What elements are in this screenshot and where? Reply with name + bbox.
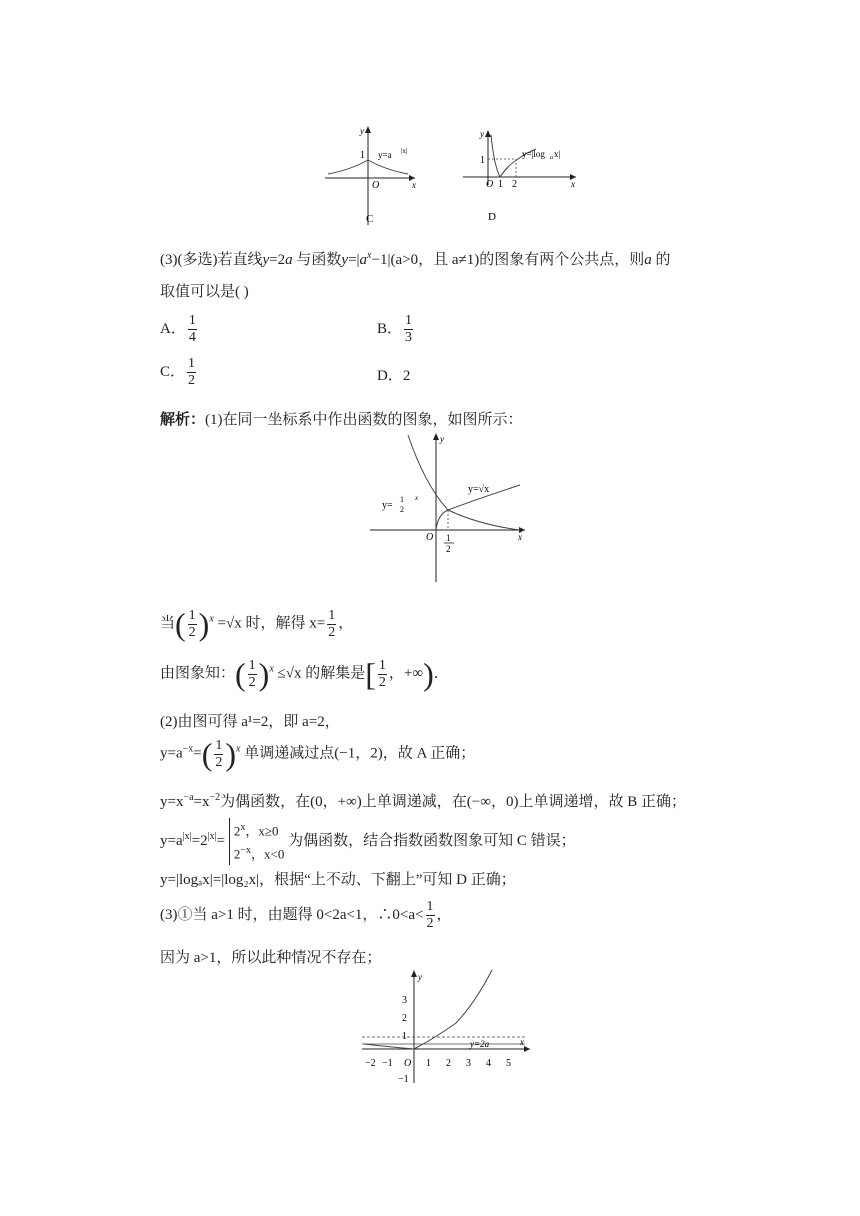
q3-text: a xyxy=(285,252,293,268)
option-fraction xyxy=(404,314,413,345)
g1-origin: O xyxy=(426,532,434,543)
solution-text: 当 xyxy=(160,615,176,632)
frac-den: 2 xyxy=(188,373,196,388)
figd-t1: 1 xyxy=(498,179,503,190)
q3-line1 xyxy=(160,248,670,269)
q3-text: =| xyxy=(348,252,360,268)
paren-left: ( xyxy=(175,606,186,642)
g1-f2: y=√x xyxy=(468,484,490,495)
solution-text: =x xyxy=(193,794,210,810)
solution-text: ， xyxy=(436,906,452,923)
solution-p7 xyxy=(160,818,576,865)
solution-text: y=a xyxy=(160,832,183,849)
option-key: B． xyxy=(377,320,403,337)
g1-f1exp: x xyxy=(415,494,419,502)
figd-x: x xyxy=(571,179,575,189)
figd-tail: x| xyxy=(554,149,561,159)
q3-line2: 取值可以是( ) xyxy=(160,284,249,300)
g2-y: y xyxy=(418,972,422,982)
figd-origin: O xyxy=(486,179,494,190)
g2-xt: 2 xyxy=(446,1058,451,1069)
solution-text: 为偶函数，在(0，+∞)上单调递减，在(−∞，0)上单调递增，故 B 正确； xyxy=(220,794,686,810)
g2-xt: 4 xyxy=(486,1058,491,1069)
solution-p6 xyxy=(160,790,686,811)
frac-num: 1 xyxy=(188,356,196,371)
solution-text: = xyxy=(216,832,226,849)
g1-f1den: 2 xyxy=(400,505,404,514)
solution-p10: 因为 a>1，所以此种情况不存在； xyxy=(160,950,382,966)
q3-text: =2 xyxy=(269,252,286,268)
option-key: D． xyxy=(377,368,403,384)
g2-xt: 3 xyxy=(466,1058,471,1069)
q3-text: y xyxy=(341,252,349,268)
solution-text: ，+∞ xyxy=(388,665,424,682)
solution-text: −2 xyxy=(209,792,221,803)
solution-p9: (3)①当 a>1 时，由题得 0<2a<1，∴0<a< $\frac{1}{2}$ ， xyxy=(160,899,452,931)
option-a[interactable] xyxy=(160,314,199,345)
figd-one: 1 xyxy=(480,155,485,166)
paren-right: ) xyxy=(198,606,210,642)
solution-p8: y=|logₐx|=|log₂x|，根据“上不动、下翻上”可知 D 正确； xyxy=(160,872,516,888)
solution-text: ≤√x 的解集是 xyxy=(277,665,366,682)
option-value: 2 xyxy=(402,368,411,384)
q3-text: a xyxy=(644,252,652,268)
option-fraction xyxy=(187,357,196,388)
figc-func: y=a xyxy=(378,150,392,160)
figd-sub: a xyxy=(550,155,553,161)
g1-y: y xyxy=(440,434,444,444)
q3-text: y xyxy=(262,252,270,268)
solution-text: =2 xyxy=(191,832,208,849)
solution-text: 由图象知： xyxy=(160,665,236,682)
g1-tden: 2 xyxy=(446,544,451,554)
g2-yt1: 1 xyxy=(402,1031,407,1042)
half-fraction: $\frac{1}{2}$ xyxy=(188,607,196,640)
option-b[interactable] xyxy=(377,314,415,345)
figd-y: y xyxy=(480,129,484,139)
solution-text: (3)①当 a>1 时，由题得 0<2a<1，∴0<a< xyxy=(160,906,424,923)
solution-text: =√x 时，解得 x= xyxy=(217,615,326,632)
solution-p1 xyxy=(160,408,523,429)
graph-2 xyxy=(360,968,535,1088)
q3-text: 与函数 xyxy=(292,252,342,268)
frac-num: 1 xyxy=(405,313,413,328)
figc-y: y xyxy=(360,126,364,136)
figd-label: D xyxy=(488,211,496,223)
figd-func: y=|log xyxy=(522,149,545,159)
solution-text: ． xyxy=(433,665,449,682)
solution-text: 为偶函数，结合指数函数图象可知 C 错误； xyxy=(288,832,576,849)
figc-origin: O xyxy=(372,180,380,191)
graph-1 xyxy=(370,430,530,585)
g2-line-label: y=2a xyxy=(470,1039,490,1049)
g1-tnum: 1 xyxy=(446,533,451,543)
solution-text: 单调递减过点(−1，2)，故 A 正确； xyxy=(244,745,476,762)
solution-p3: 由图象知：( $\frac{1}{2}$ )$^x$ ≤√x 的解集是[ $\frac{1}{2}$ ，+∞)． xyxy=(160,656,449,692)
q3-text: (3)(多选)若直线 xyxy=(160,252,263,268)
frac-den: 3 xyxy=(405,330,413,345)
solution-text: |x| xyxy=(207,830,217,842)
figc-x: x xyxy=(412,180,416,190)
figc-one: 1 xyxy=(360,150,365,161)
solution-text: |x| xyxy=(182,830,192,842)
g2-yt3: 3 xyxy=(402,995,407,1006)
g1-f1: y= xyxy=(382,500,393,511)
solution-text: = xyxy=(193,745,202,762)
half-fraction: $\frac{1}{2}$ xyxy=(328,607,336,640)
g2-yt2: 2 xyxy=(402,1013,407,1024)
solution-text: −a xyxy=(183,792,194,803)
option-key: A． xyxy=(160,320,186,337)
solution-title: 解析： xyxy=(160,412,206,428)
g2-xt: −1 xyxy=(382,1058,393,1069)
q3-text: x xyxy=(367,250,372,261)
frac-den: 4 xyxy=(188,330,196,345)
g2-origin: O xyxy=(404,1058,412,1069)
g2-xt: 5 xyxy=(506,1058,511,1069)
solution-text: y=x xyxy=(160,794,184,810)
g2-xt: 1 xyxy=(426,1058,431,1069)
figure-c xyxy=(320,120,420,230)
q3-text: 的 xyxy=(651,252,671,268)
solution-text: y=a xyxy=(160,745,183,762)
g1-f1num: 1 xyxy=(400,495,404,504)
g2-xt: −2 xyxy=(365,1058,376,1069)
option-c[interactable] xyxy=(160,357,198,388)
solution-text: −x xyxy=(182,743,194,755)
solution-p5: $y=a^{-x}=$( $\frac{1}{2}$ )$^x$ 单调递减过点(−1，2)，故 A 正确； xyxy=(160,736,476,772)
option-key: C． xyxy=(160,363,186,380)
figure-d xyxy=(458,125,583,230)
piecewise-cases: 2$^x$，x≥0 $2^{-x}$，x<0 xyxy=(229,818,284,865)
q3-text: −1| xyxy=(371,252,391,268)
figc-label: C xyxy=(366,213,374,225)
g2-x: x xyxy=(520,1037,524,1047)
q3-text: (a>0，且 a≠1)的图象有两个公共点，则 xyxy=(390,252,645,268)
g1-x: x xyxy=(518,532,522,542)
solution-text: ， xyxy=(338,615,354,632)
g2-ytm1: −1 xyxy=(398,1074,409,1085)
solution-p4: (2)由图可得 a¹=2，即 a=2， xyxy=(160,714,340,730)
figc-exp: |x| xyxy=(401,147,408,155)
option-d[interactable] xyxy=(377,364,410,385)
frac-num: 1 xyxy=(188,313,196,328)
figd-t2: 2 xyxy=(512,179,517,190)
q3-text: a xyxy=(359,252,368,268)
option-fraction xyxy=(188,314,197,345)
solution-p2: 当( $\frac{1}{2}$ )$^x$ =√x 时，解得 x= $\frac{1}{2}$ ， xyxy=(160,606,354,642)
solution-text: (1)在同一坐标系中作出函数的图象，如图所示： xyxy=(205,412,523,428)
